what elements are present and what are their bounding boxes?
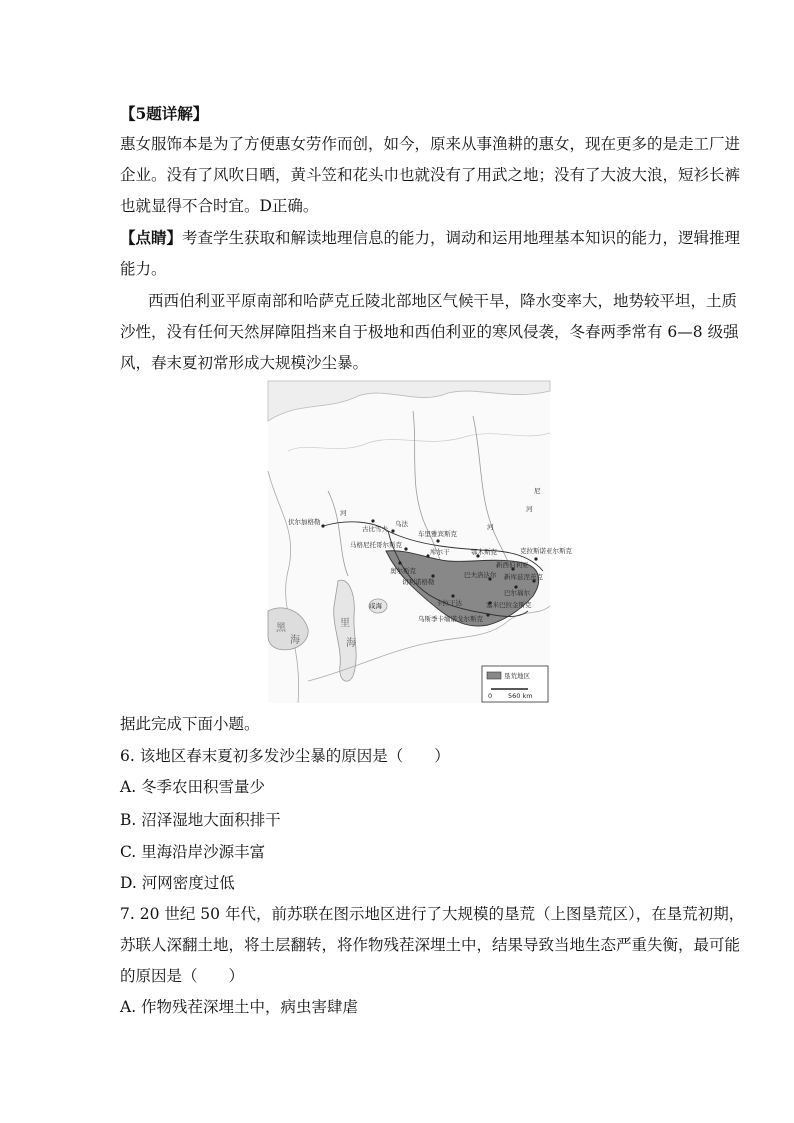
region-map (268, 381, 572, 703)
river-label-4: 尼 (534, 487, 541, 495)
q7-stem-2: 苏联人深翻土地，将土层翻转，将作物残茬深埋土中，结果导致当地生态严重失衡，最可能 (120, 936, 741, 954)
label-gubikin: 古比雪夫 (362, 525, 388, 533)
scale-zero: 0 (488, 692, 493, 700)
q7-stem-1: 7. 20 世纪 50 年代，前苏联在图示地区进行了大规模的垦荒（上图垦荒区），在垦荒初期， (120, 905, 745, 923)
passage-line-1: 西西伯利亚平原南部和哈萨克丘陵北部地区气候干旱，降水变率大，地势较平坦，土质 (148, 292, 738, 310)
q7-stem-3: 的原因是（ ） (120, 967, 245, 985)
label-pavlodar: 巴夫洛达尔 (464, 571, 497, 579)
section-title: 【5题详解】 (120, 104, 209, 123)
label-novosibirsk: 新西伯利亚 (496, 561, 529, 569)
dianjing-line-2: 能力。 (120, 260, 167, 278)
city-dot-krasnoyarsk (534, 557, 537, 560)
label-tselinograd: 切利诺格勒 (402, 578, 435, 586)
label-ufa: 乌法 (395, 520, 408, 528)
city-dot-orsk (398, 561, 401, 564)
q7-option-a: A. 作物残茬深埋土中，病虫害肆虐 (120, 998, 359, 1016)
label-semipalatinsk: 塞米巴拉金斯克 (486, 601, 532, 609)
city-dot-chelyabinsk (436, 539, 439, 542)
q6-option-a: A. 冬季农田积雪量少 (120, 778, 266, 796)
label-karaganda: 卡拉干达 (436, 599, 462, 607)
legend-label: 垦荒地区 (504, 672, 530, 680)
sea-label-3: 里 (340, 618, 350, 629)
sea-label-aral: 咸海 (369, 602, 382, 610)
label-volgograd: 伏尔加格勒 (288, 518, 321, 526)
label-krasnoyarsk: 克拉斯诺亚尔斯克 (520, 547, 572, 555)
city-dot-gubikin (371, 519, 374, 522)
label-magnitogorsk: 马格尼托哥尔斯克 (350, 541, 402, 549)
passage-line-3: 风，春末夏初常形成大规模沙尘暴。 (120, 354, 369, 372)
map-svg (268, 381, 572, 703)
label-orsk: 奥尔斯克 (390, 567, 416, 575)
city-dot-magnitogorsk (404, 547, 407, 550)
city-dot-ustkamenogorsk (486, 613, 489, 616)
sea-label-2: 海 (290, 635, 300, 646)
explain-line-1: 惠女服饰本是为了方便惠女劳作而创，如今，原来从事渔耕的惠女，现在更多的是走工厂进 (120, 135, 741, 153)
city-dot-ufa (391, 529, 394, 532)
q6-option-d: D. 河网密度过低 (120, 874, 235, 892)
map-background (268, 381, 550, 703)
label-omsk: 鄂木斯克 (471, 548, 497, 556)
q6-option-b: B. 沼泽湿地大面积排干 (120, 811, 281, 829)
scale-value: 560 km (508, 692, 533, 700)
city-dot-volgograd (321, 524, 324, 527)
river-label-3: 河 (526, 505, 533, 513)
label-ustkamenogorsk: 乌斯季卡缅诺戈尔斯克 (418, 615, 483, 623)
legend-swatch (487, 672, 501, 679)
explain-line-3: 也就显得不合时宜。D正确。 (120, 197, 319, 215)
sea-label-4: 海 (346, 638, 356, 649)
label-barnaul: 巴尔瑙尔 (504, 589, 530, 597)
river-label-1: 河 (340, 509, 347, 517)
lead-text: 据此完成下面小题。 (120, 715, 260, 733)
passage-line-2: 沙性，没有任何天然屏障阻挡来自于极地和西伯利亚的寒风侵袭，冬春两季常有 6—8 级强 (120, 323, 739, 341)
river-label-2: 河 (487, 523, 494, 531)
dianjing-label: 【点睛】 (120, 228, 183, 247)
dianjing-line-1 (120, 228, 741, 248)
city-dot-karaganda (451, 594, 454, 597)
label-novokuznetsk: 新库兹涅茨克 (504, 573, 543, 581)
q6-option-c: C. 里海沿岸沙源丰富 (120, 843, 266, 861)
label-chelyabinsk: 车里雅宾斯克 (418, 530, 457, 538)
dianjing-text-1: 考查学生获取和解读地理信息的能力，调动和运用地理基本知识的能力，逻辑推理 (182, 229, 741, 247)
q6-stem: 6. 该地区春末夏初多发沙尘暴的原因是（ ） (120, 747, 450, 765)
sea-label-1: 黑 (276, 623, 286, 634)
explain-line-2: 企业。没有了风吹日晒，黄斗笠和花头巾也就没有了用武之地；没有了大波大浪，短衫长裤 (120, 166, 741, 184)
label-kurgan: 库尔干 (430, 548, 450, 556)
